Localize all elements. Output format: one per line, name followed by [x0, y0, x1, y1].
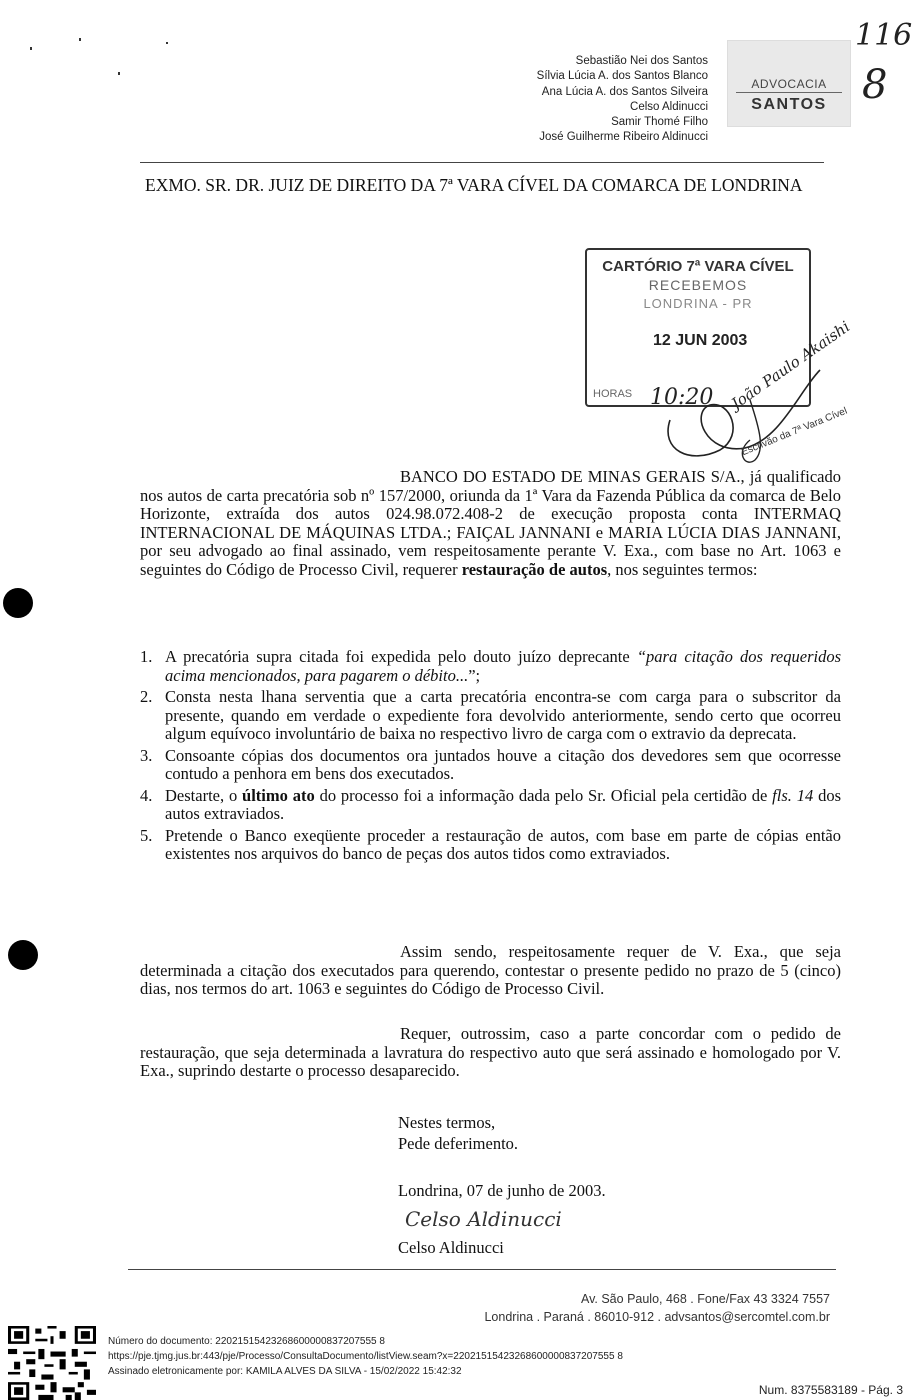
restoration-paragraph	[140, 1025, 841, 1081]
closing-block	[398, 1112, 518, 1154]
intro-text-end: , nos seguintes termos:	[607, 559, 758, 579]
signer-name: Celso Aldinucci	[398, 1238, 504, 1257]
request-paragraph	[140, 943, 841, 999]
intro-bold-request: restauração de autos	[461, 559, 608, 579]
list-item-text: Pretende o Banco exeqüente proceder a restauração de autos, com base em parte de cópias então existentes nos arquivos do banco de peças dos autos tidos como extraviados.	[165, 825, 841, 863]
list-item	[140, 747, 841, 784]
header-rule	[140, 162, 824, 163]
list-item	[140, 787, 841, 824]
stamp-horas-label: HORAS	[593, 388, 633, 400]
list-item-text: A precatória supra citada foi expedida pelo douto juízo deprecante	[165, 647, 637, 666]
list-item-number: 4.	[140, 785, 153, 805]
lawyer-name: José Guilherme Ribeiro Aldinucci	[539, 131, 708, 144]
list-item-bold: último ato	[242, 785, 315, 805]
lawyer-name: Ana Lúcia A. dos Santos Silveira	[541, 85, 708, 98]
footer-page-ref: Num. 8375583189 - Pág. 3	[758, 1383, 903, 1397]
request-text: Assim sendo, respeitosamente requer de V. Exa., que seja determinada a citação dos executados para querendo, contestar o presente pedido no prazo de 5 (cinco) dias, nos termos do art. 1063 e seguintes do Código de Processo Civil.	[140, 942, 841, 998]
document-heading: EXMO. SR. DR. JUIZ DE DIREITO DA 7ª VARA CÍVEL DA COMARCA DE LONDRINA	[145, 175, 803, 195]
intro-text: , já qualificado nos autos de carta precatória sob nº 157/2000, oriunda da 1ª Vara da Fazenda Pública da comarca de Belo Horizonte, extraída dos autos 024.98.072.408-2 de execução proposta conta INTERMAQ INTERNACIONAL DE MÁQUINAS LTDA.; FAIÇAL JANNANI e MARIA LÚCIA DIAS JANNANI, por seu advogado ao final assinado, vem respeitosamente perante V. Exa., com base no Art. 1063 e seguintes do Código de Processo Civil, requerer	[140, 467, 841, 579]
scan-speck	[166, 42, 168, 44]
list-item	[140, 648, 841, 685]
list-item-text: Consta nesta lhana serventia que a carta precatória encontra-se com carga para o subscritor da presente, quando em verdade o expediente fora devolvido anteriormente, sendo certo que ocorreu algum equívoco involuntário de baixa no respectivo livro de carga com o extravio da deprecata.	[165, 687, 841, 743]
stamp-line2: RECEBEMOS	[648, 277, 748, 293]
restoration-text: Requer, outrossim, caso a parte concordar com o pedido de restauração, que seja determinada a lavratura do respectivo auto que será assinado e homologado por V. Exa., suprindo destarte o processo desaparecido.	[140, 1024, 841, 1080]
lawyer-name: Sebastião Nei dos Santos	[575, 55, 708, 67]
logo-bottom-text: SANTOS	[751, 96, 827, 113]
list-item-number: 3.	[140, 745, 153, 765]
list-item-text: Destarte, o	[165, 785, 243, 805]
footer-rule	[128, 1269, 836, 1270]
list-item-number: 1.	[140, 647, 153, 666]
numbered-list	[140, 648, 841, 864]
list-item-number: 5.	[140, 825, 153, 845]
party-name: BANCO DO ESTADO DE MINAS GERAIS S/A.	[400, 467, 741, 486]
place-date: Londrina, 07 de junho de 2003.	[398, 1181, 606, 1200]
handwritten-page-sub: 8	[862, 62, 888, 108]
stamp-horas-value: 10:20	[650, 385, 714, 410]
list-item	[140, 827, 841, 864]
scan-speck	[79, 38, 81, 41]
lawyer-name: Celso Aldinucci	[630, 100, 708, 113]
list-item-text-end: dos autos extraviados.	[165, 785, 842, 823]
list-item-text-end: ”;	[468, 665, 481, 685]
logo-divider	[736, 92, 842, 93]
closing-line1: Nestes termos,	[398, 1113, 496, 1132]
list-item-number: 2.	[140, 687, 153, 706]
firm-logo	[727, 40, 851, 127]
list-item-text: Consoante cópias dos documentos ora juntados houve a citação dos devedores sem que ocorresse contudo a penhora em bens dos executados.	[165, 745, 841, 783]
lawyer-name: Sílvia Lúcia A. dos Santos Blanco	[536, 70, 708, 83]
lawyer-name: Samir Thomé Filho	[611, 116, 708, 129]
intro-paragraph	[140, 468, 841, 579]
stamp-line1: CARTÓRIO 7ª VARA CÍVEL	[602, 258, 794, 275]
list-item-quote: “para citação dos requeridos acima mencionados, para pagarem o débito...	[165, 647, 841, 685]
scan-speck	[118, 72, 120, 75]
binder-hole	[3, 588, 33, 618]
office-address-line1: Av. São Paulo, 468 . Fone/Fax 43 3324 7557	[580, 1292, 830, 1306]
binder-hole	[8, 940, 38, 970]
handwritten-signature: Celso Aldinucci	[405, 1207, 562, 1231]
stamp-signatory-role: Escrivão da 7ª Vara Cível	[740, 405, 849, 459]
closing-line2: Pede deferimento.	[398, 1134, 519, 1153]
stamp-date: 12 JUN 2003	[653, 332, 748, 349]
scan-speck	[30, 47, 32, 50]
list-item-ref: fls. 14	[772, 785, 814, 805]
footer-url: https://pje.tjmg.jus.br:443/pje/Processo/ConsultaDocumento/listView.seam?x=22021515423268600000837207555 8	[108, 1351, 623, 1362]
footer-doc-number: Número do documento: 22021515423268600000837207555 8	[108, 1336, 385, 1347]
stamp-signatory-name: João Paulo Akaishi	[728, 317, 854, 413]
stamp-line3: LONDRINA - PR	[643, 296, 753, 311]
footer-signed-by: Assinado eletronicamente por: KAMILA ALVES DA SILVA - 15/02/2022 15:42:32	[108, 1366, 462, 1377]
qr-code	[8, 1326, 96, 1400]
letterhead-lawyers	[537, 54, 708, 146]
handwritten-page-number: 116	[855, 18, 913, 53]
logo-top-text: ADVOCACIA	[751, 77, 827, 91]
list-item-text-mid: do processo foi a informação dada pelo Sr. Oficial pela certidão de	[314, 785, 773, 805]
list-item	[140, 688, 841, 744]
office-address-line2: Londrina . Paraná . 86010-912 . advsantos@sercomtel.com.br	[484, 1310, 830, 1324]
